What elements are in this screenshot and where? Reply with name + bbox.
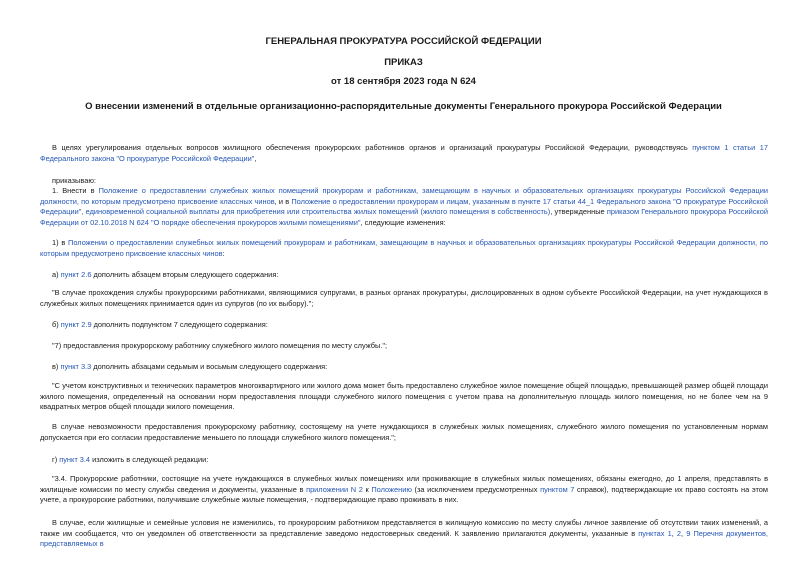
law-article-link[interactable]: пунктом 1 статьи 17 Федерального закона "О прокуратуре Российской Федерации" [40,143,769,163]
subitem-v-quote-1: "С учетом конструктивных и технических параметров многоквартирного или жилого дома может быть предоставлено служебное жилое помещение общей площадью, превышающей размер общей площади жилого помещения, определенный на основании норм предоставления площади служебного жилого помещения с учетом права на дополнительную площадь жилого помещения, но не более чем на 9 квадратных метров общей площади жилого помещения. [40,381,768,412]
org-name: ГЕНЕРАЛЬНАЯ ПРОКУРАТУРА РОССИЙСКОЙ ФЕДЕРАЦИИ [265,36,542,47]
doc-date-number: от 18 сентября 2023 года N 624 [331,76,476,87]
points-9-link[interactable]: 9 [686,528,691,538]
order-link[interactable]: приказом Генерального прокурора Российской Федерации от 02.10.2018 N 624 "О порядке обеспечения прокуроров жилыми помещениями" [40,207,768,227]
subitem-g-quote: "3.4. Прокурорские работники, состоящие на учете нуждающихся в служебных жилых помещениях или проживающие в служебных жилых помещениях, обязаны ежегодно, до 1 апреля, представлять в жилищные комиссии по месту службы сведения и документы, указанные в приложении N 2 к Положению (за исключением предусмотренных пунктом 7 справок), подтверждающие их право состоять на этом учете, а прокурорские работники, получившие служебные жилые помещения, - подтверждающие право проживать в них. [40,474,768,505]
point-3-4-link[interactable]: пункт 3.4 [59,455,91,464]
point-7-link[interactable]: пунктом 7 [540,484,575,494]
points-1-link[interactable]: пунктах 1 [638,528,672,538]
subitem-a-quote: "В случае прохождения службы прокурорскими работниками, являющимися супругами, в разных органах прокуратуры, дислоцированных в одном субъекте Российской Федерации, на учет нуждающихся в служебных жилых помещениях принимается один из супругов (по их выбору)."; [40,288,768,308]
subitem-a: а) пункт 2.6 дополнить абзацем вторым следующего содержания: [52,270,279,279]
subitem-v-quote-2: В случае невозможности предоставления прокурорскому работнику, состоящему на учете нуждающихся в служебных жилых помещениях, служебного жилого помещения по установленным нормам допускается при его согласии предоставление меньшего по площади служебного жилого помещения."; [40,422,768,442]
order-word: приказываю: [52,176,96,185]
subitem-v: в) пункт 3.3 дополнить абзацами седьмым и восьмым следующего содержания: [52,362,328,371]
point-2-9-link[interactable]: пункт 2.9 [60,320,92,329]
point-3-3-link[interactable]: пункт 3.3 [60,362,92,371]
regulation-link-4[interactable]: Положению [371,484,412,494]
item-1: 1. Внести в Положение о предоставлении служебных жилых помещений прокурорам и работникам, замещающим в научных и образовательных организациях прокуратуры Российской Федерации должности, по которым предусмотрено присвоение классных чинов, и в Положение о предоставлении прокурорам и лицам, указанным в пункте 17 статьи 44_1 Федерального закона "О прокуратуре Российской Федерации", единовременной социальной выплаты для приобретения или строительства жилых помещений (жилого помещения в собственность), утвержденные приказом Генерального прокурора Российской Федерации от 02.10.2018 N 624 "О порядке обеспечения прокуроров жилыми помещениями", следующие изменения: [40,186,768,227]
subitem-b-quote: "7) предоставления прокурорскому работнику служебного жилого помещения по месту службы."; [52,341,388,350]
regulation-link-1[interactable]: Положение о предоставлении служебных жилых помещений прокурорам и работникам, замещающим в научных и образовательных организациях прокуратуры Российской Федерации должности, по которым предусмотрено присвоение классных чинов [40,186,768,206]
subitem-b: б) пункт 2.9 дополнить подпунктом 7 следующего содержания: [52,320,268,329]
point-2-6-link[interactable]: пункт 2.6 [60,270,92,279]
regulation-link-3[interactable]: Положении о предоставлении служебных жилых помещений прокурорам и работникам, замещающим в научных и образовательных организациях прокуратуры Российской Федерации должности, по которым предусмотрено присвоение классных чинов [40,238,768,258]
appendix-2-link[interactable]: приложении N 2 [306,484,363,494]
subitem-g: г) пункт 3.4 изложить в следующей редакции: [52,455,209,464]
points-2-link[interactable]: 2 [676,528,682,538]
doc-title: О внесении изменений в отдельные организационно-распорядительные документы Генерального прокурора Российской Федерации [85,101,722,112]
last-paragraph: В случае, если жилищные и семейные условия не изменились, то прокурорским работником представляется в жилищную комиссию по месту службы личное заявление об отсутствии таких изменений, а также им сообщается, что он уведомлен об ответственности за представление заведомо недостоверных сведений. К заявлению прилагаются документы, указанные в пунктах 1, 2, 9 Перечня документов, представляемых в [40,518,768,549]
subitem-1: 1) в Положении о предоставлении служебных жилых помещений прокурорам и работникам, замещающим в научных и образовательных организациях прокуратуры Российской Федерации должности, по которым предусмотрено присвоение классных чинов: [40,238,768,258]
regulation-link-2[interactable]: Положение о предоставлении прокурорам и лицам, указанным в пункте 17 статьи 44_1 Федерального закона "О прокуратуре Российской Федерации", единовременной социальной выплаты для приобретения или строительства жилых помещений (жилого помещения в собственность) [40,196,768,217]
intro-paragraph: В целях урегулирования отдельных вопросов жилищного обеспечения прокурорских работников органов и организаций прокуратуры Российской Федерации, руководствуясь пунктом 1 статьи 17 Федерального закона "О прокуратуре Российской Федерации", [40,143,769,163]
documents-list-link[interactable]: Перечня документов, представляемых в [40,528,768,549]
doc-type: ПРИКАЗ [384,57,423,68]
